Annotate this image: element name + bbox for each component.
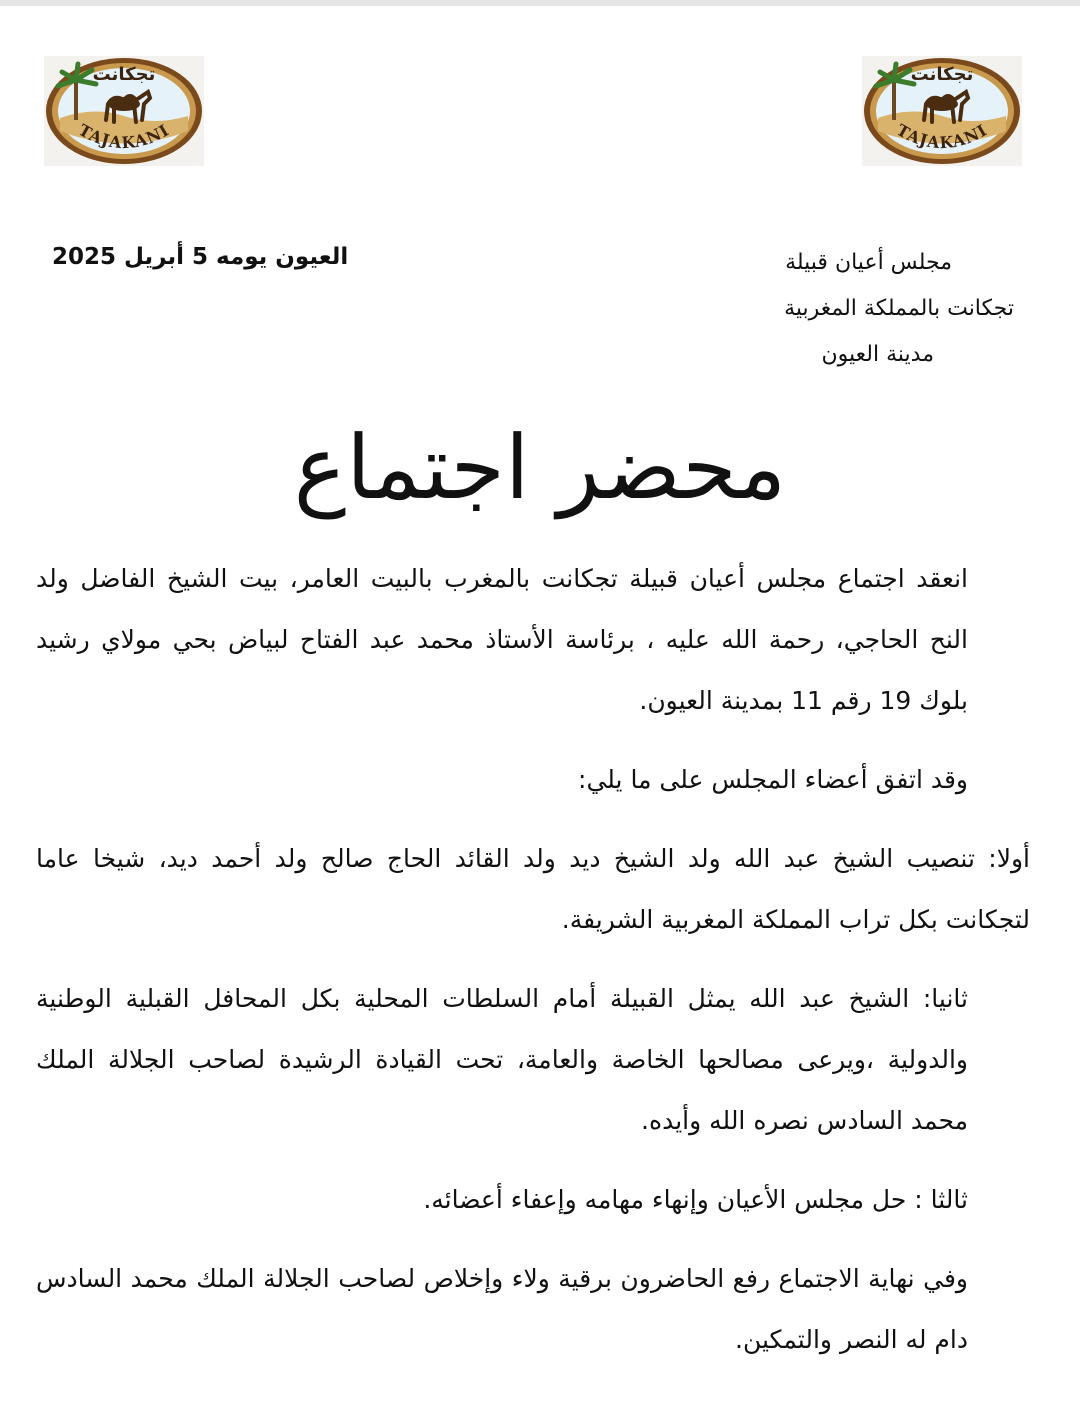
tajakant-emblem-icon xyxy=(862,56,1022,166)
sender-line-city: مدينة العيون xyxy=(821,342,934,367)
document-body xyxy=(36,548,1030,1370)
paragraph-agreement: وقد اتفق أعضاء المجلس على ما يلي: xyxy=(578,765,968,794)
document-title: محضر اجتماع xyxy=(293,416,787,519)
logo-latin-wordmark: TAJAKANI xyxy=(75,120,173,153)
paragraph-second-item: ثانيا: الشيخ عبد الله يمثل القبيلة أمام السلطات المحلية بكل المحافل القبلية الوطنية والدولية ،ويرعى مصالحها الخاصة والعامة، تحت القيادة الرشيدة لصاحب الجلالة الملك محمد السادس نصره الله وأيده. xyxy=(36,984,968,1135)
tajakant-logo-left xyxy=(44,56,204,166)
sender-line-council: مجلس أعيان قبيلة xyxy=(785,250,952,275)
logo-arabic-wordmark: تجكانت xyxy=(92,64,156,85)
tajakant-logo-right xyxy=(862,56,1022,166)
logo-arabic-wordmark: تجكانت xyxy=(910,64,974,85)
paragraph-closing: وفي نهاية الاجتماع رفع الحاضرون برقية ولاء وإخلاص لصاحب الجلالة الملك محمد السادس دام له النصر والتمكين. xyxy=(36,1264,968,1354)
paragraph-first-item: أولا: تنصيب الشيخ عبد الله ولد الشيخ ديد ولد القائد الحاج صالح ولد أحمد ديد، شيخا عاما لتجكانت بكل تراب المملكة المغربية الشريفة. xyxy=(36,844,1030,934)
sender-address-block xyxy=(694,240,1014,378)
paragraph-third-item: ثالثا : حل مجلس الأعيان وإنهاء مهامه وإعفاء أعضائه. xyxy=(423,1185,968,1214)
document-date xyxy=(52,244,352,270)
logo-latin-wordmark: TAJAKANI xyxy=(893,120,991,153)
date-text: العيون يومه 5 أبريل 2025 xyxy=(52,244,349,270)
sender-line-tribe: تجكانت بالمملكة المغربية xyxy=(784,296,1014,321)
top-edge-strip xyxy=(0,0,1080,6)
paragraph-intro: انعقد اجتماع مجلس أعيان قبيلة تجكانت بالمغرب بالبيت العامر، بيت الشيخ الفاضل ولد النح الحاجي، رحمة الله عليه ، برئاسة الأستاذ محمد عبد الفتاح لبياض بحي مولاي رشيد بلوك 19 رقم 11 بمدينة العيون. xyxy=(36,564,968,715)
tajakant-emblem-icon xyxy=(44,56,204,166)
